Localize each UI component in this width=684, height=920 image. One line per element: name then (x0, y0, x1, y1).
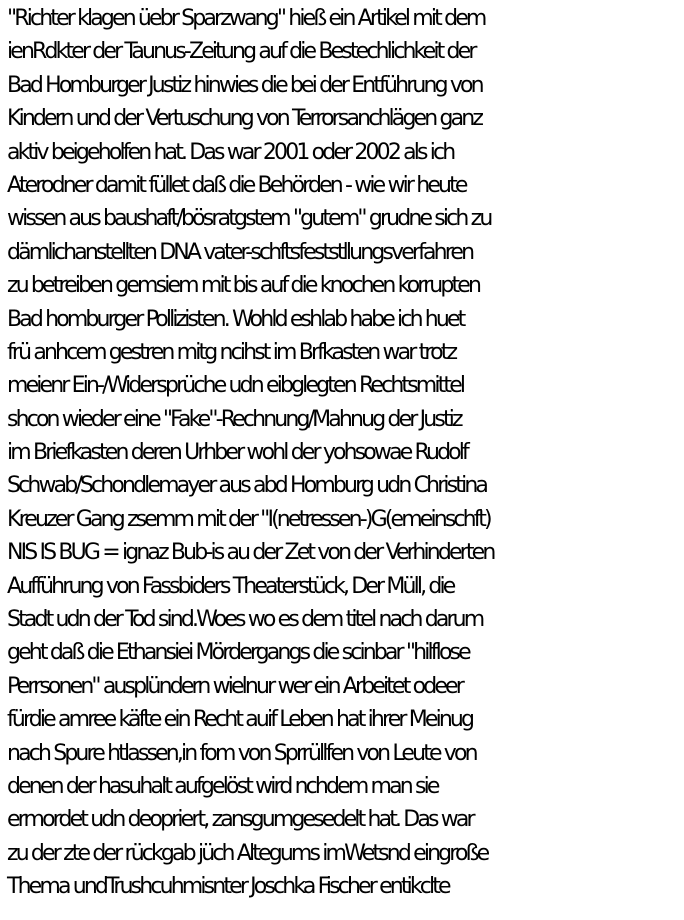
text-line: ermordet udn deopriert, zansgumgesedelt hat. Das war (7, 807, 473, 833)
text-line: dämlichanstellten DNA vater-schftsfeststllungsverfahren (7, 239, 473, 265)
text-line: meienr Ein-/Widersprüche udn eibglegten Rechtsmittel (7, 373, 464, 399)
text-line: Bad Homburger Justiz hinwies die bei der Entführung von (7, 72, 482, 98)
text-line: nach Spure htlassen,in fom von Sprrüllfen von Leute von (7, 740, 476, 766)
text-line: ienRdkter der Taunus-Zeitung auf die Bestechlichkeit der (7, 39, 475, 65)
text-line: Perrsonen" ausplündern wielnur wer ein Arbeitet odeer (7, 673, 462, 699)
text-line: NIS IS BUG = ignaz Bub-is au der Zet von der Verhinderten (7, 540, 494, 566)
text-line: frü anhcem gestren mitg ncihst im Brfkasten war trotz (7, 339, 456, 365)
text-line: "Richter klagen üebr Sparzwang" hieß ein Artikel mit dem (7, 6, 485, 31)
text-line: Stadt udn der Tod sind.Woes wo es dem titel nach darum (7, 607, 483, 633)
text-line: Schwab/Schondlemayer aus abd Homburg udn Christina (7, 473, 487, 499)
text-line: aktiv beigeholfen hat. Das war 2001 oder 2002 als ich (7, 139, 454, 165)
text-line: Bad homburger Pollizisten. Wohld eshlab habe ich huet (7, 306, 464, 332)
text-line: Aufführung von Fassbiders Theaterstück, Der Müll, die (7, 573, 454, 599)
text-line: zu betreiben gemsiem mit bis auf die knochen korrupten (7, 273, 480, 299)
text-line: Kindern und der Vertuschung von Terrorsanchlägen ganz (7, 106, 482, 132)
text-line: denen der hasuhalt aufgelöst wird nchdem man sie (7, 773, 438, 799)
text-line: geht daß die Ethansiei Mördergangs die scinbar "hilflose (7, 640, 469, 666)
text-line: shcon wieder eine "Fake"-Rechnung/Mahnug der Justiz (7, 406, 461, 432)
text-line: Kreuzer Gang zsemm mit der "I(netressen-)G(emeinschft) (7, 506, 490, 532)
text-line: Thema undTrushcuhmisnter Joschka Fischer entikclte (7, 874, 449, 900)
text-line: im Briefkasten deren Urhber wohl der yohsowae Rudolf (7, 440, 467, 466)
text-line: zu der zte der rückgab jüch Altegums imWetsnd eingroße (7, 840, 488, 866)
document-text (7, 2, 684, 904)
text-line: wissen aus baushaft/bösratgstem "gutem" grudne sich zu (7, 206, 491, 232)
text-line: Aterodner damit füllet daß die Behörden - wie wir heute (7, 172, 466, 198)
text-line: fürdie amree käfte ein Recht auif Leben hat ihrer Meinug (7, 707, 473, 733)
